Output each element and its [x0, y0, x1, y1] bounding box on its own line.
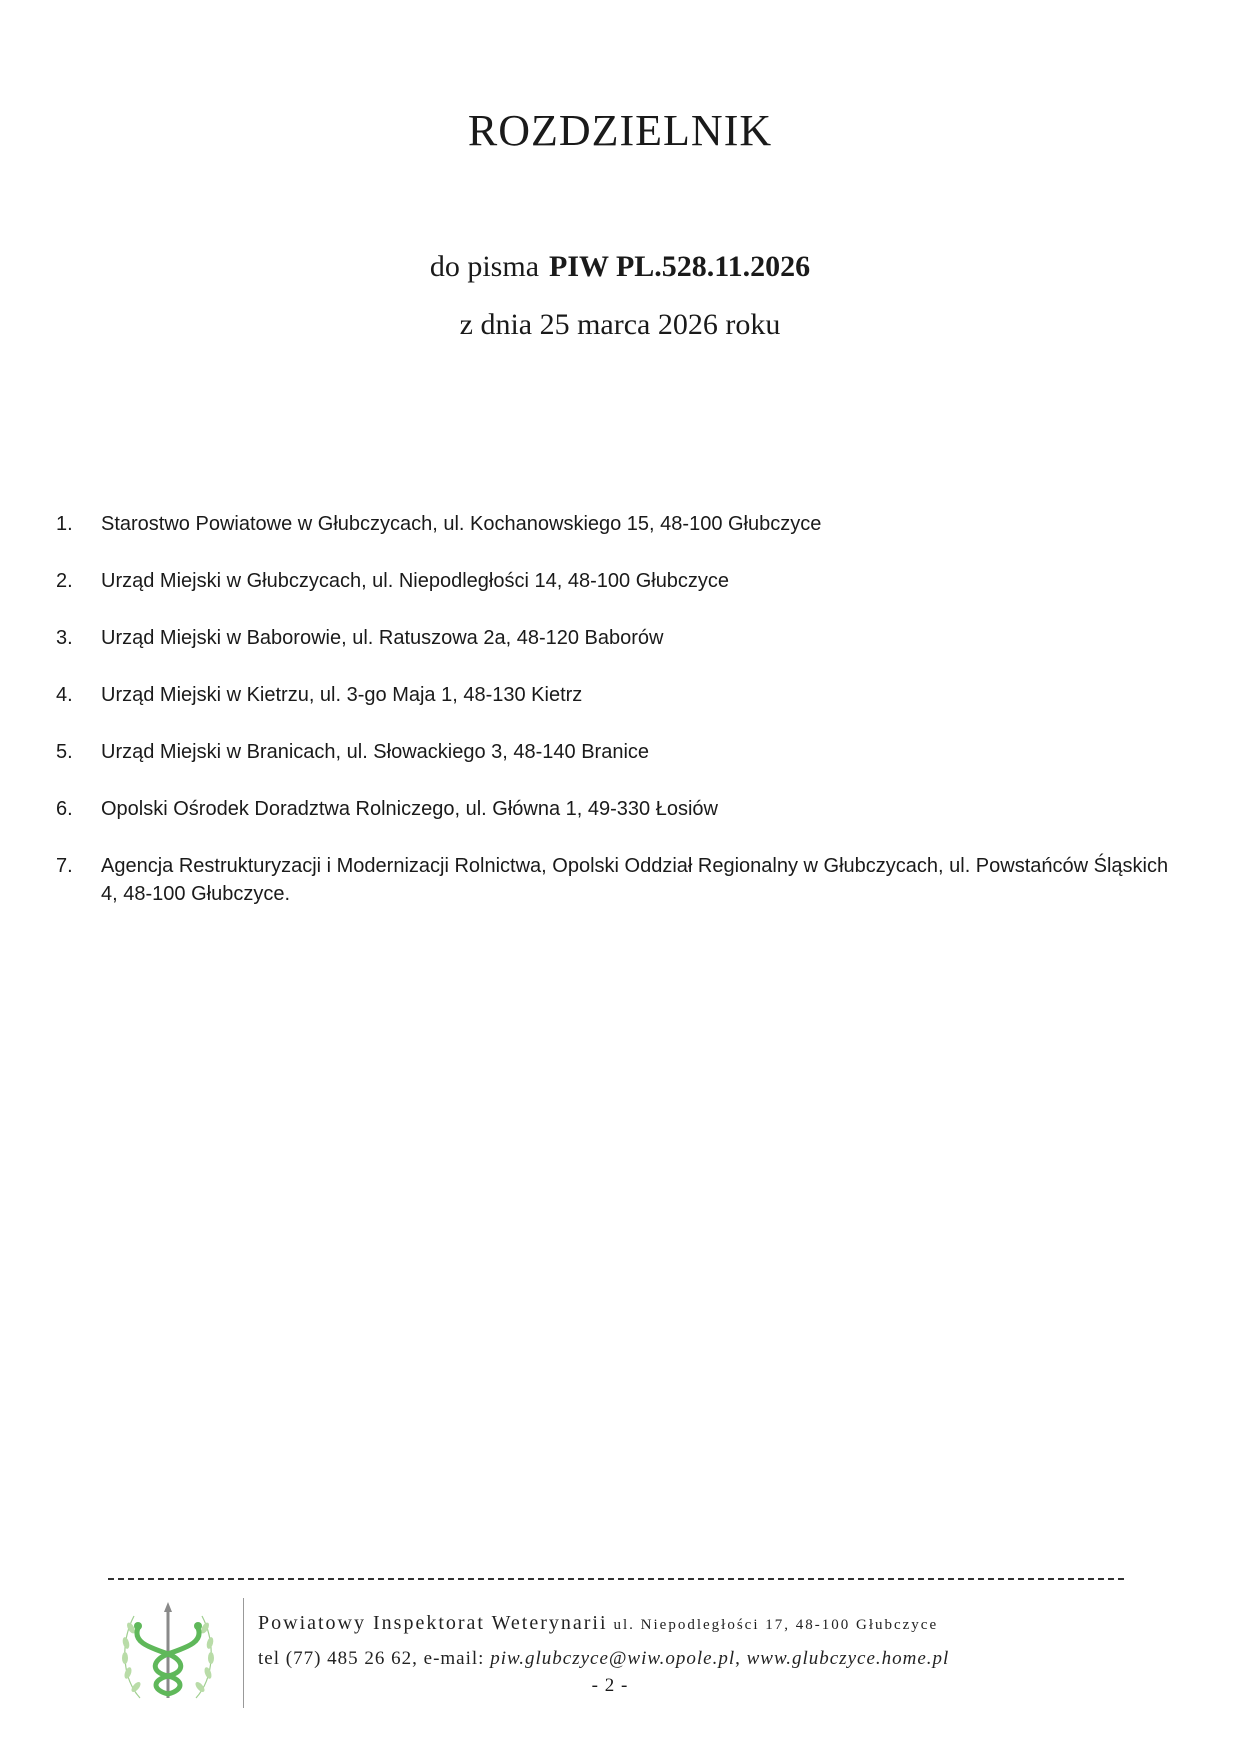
list-item [56, 738, 1176, 766]
list-item-text: Urząd Miejski w Głubczycach, ul. Niepodległości 14, 48-100 Głubczyce [101, 570, 730, 592]
footer-institution-line [258, 1612, 938, 1635]
list-item-number: 1. [56, 513, 73, 535]
list-item-number: 7. [56, 855, 73, 877]
footer-separator: , [735, 1648, 747, 1669]
page-number: - 2 - [591, 1675, 629, 1696]
footer-website-link[interactable]: www.glubczyce.home.pl [746, 1648, 950, 1669]
list-item [56, 567, 1176, 595]
list-item-text: Agencja Restrukturyzacji i Modernizacji Rolnictwa, Opolski Oddział Regionalny w Głubczycach, ul. Powstańców Śląskich 4, 48-100 Głubczyce. [101, 855, 1169, 905]
footer-vertical-divider [243, 1598, 244, 1708]
list-item [56, 510, 1176, 538]
list-item-number: 2. [56, 570, 73, 592]
list-item-number: 4. [56, 684, 73, 706]
list-item-number: 5. [56, 741, 73, 763]
list-item [56, 795, 1176, 823]
list-item-number: 3. [56, 627, 73, 649]
footer-institution-name: Powiatowy Inspektorat Weterynarii [258, 1612, 608, 1634]
list-item [56, 681, 1176, 709]
list-item-text: Urząd Miejski w Kietrzu, ul. 3-go Maja 1, 48-130 Kietrz [101, 684, 583, 706]
list-item-text: Opolski Ośrodek Doradztwa Rolniczego, ul. Główna 1, 49-330 Łosiów [101, 798, 718, 820]
footer-phone: tel (77) 485 26 62, e-mail: [258, 1648, 491, 1669]
list-item-text: Urząd Miejski w Branicach, ul. Słowackiego 3, 48-140 Branice [101, 741, 650, 763]
list-item-number: 6. [56, 798, 73, 820]
letter-date: z dnia 25 marca 2026 roku [459, 308, 781, 341]
list-item-text: Urząd Miejski w Baborowie, ul. Ratuszowa 2a, 48-120 Baborów [101, 627, 664, 649]
document-title: ROZDZIELNIK [467, 106, 773, 155]
footer-contact-line [258, 1648, 949, 1670]
letter-reference [0, 250, 1240, 284]
reference-prefix: do pisma [429, 250, 540, 283]
footer-divider-line [108, 1578, 1124, 1580]
recipient-list [56, 510, 1176, 937]
list-item [56, 852, 1176, 908]
footer-address: ul. Niepodległości 17, 48-100 Głubczyce [613, 1617, 939, 1633]
footer-email-link[interactable]: piw.glubczyce@wiw.opole.pl [490, 1648, 736, 1669]
list-item [56, 624, 1176, 652]
reference-number: PIW PL.528.11.2026 [549, 250, 811, 283]
list-item-text: Starostwo Powiatowe w Głubczycach, ul. Kochanowskiego 15, 48-100 Głubczyce [101, 513, 822, 535]
veterinary-caduceus-icon [112, 1598, 224, 1710]
